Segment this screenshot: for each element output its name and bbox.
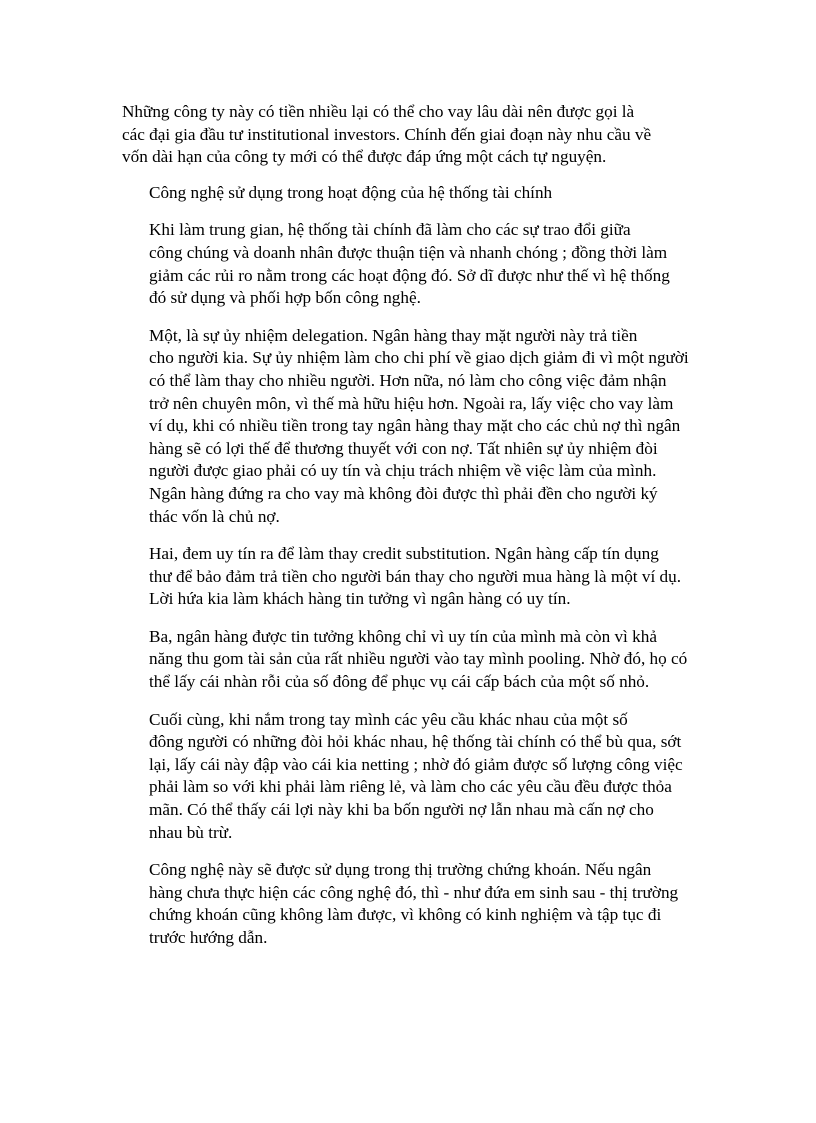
text-line: thư để bảo đảm trả tiền cho người bán thay cho người mua hàng là một ví dụ. (149, 566, 682, 586)
text-line: thác vốn là chủ nợ. (149, 506, 280, 526)
text-line: cho người kia. Sự ủy nhiệm làm cho chi phí về giao dịch giảm đi vì một người (149, 348, 689, 368)
text-line: năng thu gom tài sản của rất nhiều người vào tay mình pooling. Nhờ đó, họ có (149, 649, 688, 669)
text-line: phải làm so với khi phải làm riêng lẻ, và làm cho các yêu cầu đều được thỏa (149, 777, 672, 797)
text-line: hàng sẽ có lợi thế để thương thuyết với con nợ. Tất nhiên sự ủy nhiệm đòi (149, 438, 658, 458)
text-line: đó sử dụng và phối hợp bốn công nghệ. (149, 288, 421, 308)
text-line: đông người có những đòi hỏi khác nhau, hệ thống tài chính có thể bù qua, sớt (149, 732, 682, 752)
text-line: công chúng và doanh nhân được thuận tiện và nhanh chóng ; đồng thời làm (149, 242, 668, 262)
text-line: mãn. Có thể thấy cái lợi này khi ba bốn người nợ lẫn nhau mà cấn nợ cho (149, 800, 654, 820)
text-line: giảm các rủi ro nằm trong các hoạt động đó. Sở dĩ được như thế vì hệ thống (149, 265, 670, 285)
paragraph-stock-market (122, 859, 692, 949)
text-line: trở nên chuyên môn, vì thế mà hữu hiệu hơn. Ngoài ra, lấy việc cho vay làm (149, 393, 674, 413)
text-line: lại, lấy cái này đập vào cái kia netting ; nhờ đó giảm được số lượng công việc (149, 754, 683, 774)
text-line: Ngân hàng đứng ra cho vay mà không đòi được thì phải đền cho người ký (149, 483, 658, 503)
text-line: trước hướng dẫn. (149, 928, 268, 947)
text-line: Ba, ngân hàng được tin tưởng không chỉ vì uy tín của mình mà còn vì khả (149, 626, 657, 646)
paragraph-netting (122, 709, 692, 845)
document-body (122, 101, 692, 950)
text-line: chứng khoán cũng không làm được, vì không có kinh nghiệm và tập tục đi (149, 905, 662, 925)
text-line: Cuối cùng, khi nắm trong tay mình các yêu cầu khác nhau của một số (149, 709, 628, 729)
text-line: ví dụ, khi có nhiều tiền trong tay ngân hàng thay mặt cho các chủ nợ thì ngân (149, 416, 681, 436)
text-line: Công nghệ này sẽ được sử dụng trong thị trường chứng khoán. Nếu ngân (149, 860, 652, 880)
text-line: nhau bù trừ. (149, 822, 233, 842)
text-line: Những công ty này có tiền nhiều lại có thể cho vay lâu dài nên được gọi là (122, 102, 635, 121)
text-line: Hai, đem uy tín ra để làm thay credit substitution. Ngân hàng cấp tín dụng (149, 544, 659, 564)
text-line: người được giao phải có uy tín và chịu trách nhiệm về việc làm của mình. (149, 461, 657, 481)
text-line: có thể làm thay cho nhiều người. Hơn nữa, nó làm cho công việc đảm nhận (149, 370, 667, 390)
text-line: hàng chưa thực hiện các công nghệ đó, thì - như đứa em sinh sau - thị trường (149, 882, 679, 902)
text-line: vốn dài hạn của công ty mới có thể được đáp ứng một cách tự nguyện. (122, 147, 607, 167)
text-line: Khi làm trung gian, hệ thống tài chính đã làm cho các sự trao đổi giữa (149, 220, 631, 240)
text-line: Công nghệ sử dụng trong hoạt động của hệ thống tài chính (149, 182, 553, 202)
section-heading (122, 182, 692, 205)
paragraph-institutional-investors (122, 101, 692, 169)
text-line: thể lấy cái nhàn rỗi của số đông để phục vụ cái cấp bách của một số nhỏ. (149, 672, 650, 692)
paragraph-intermediary (122, 219, 692, 309)
text-line: các đại gia đầu tư institutional investors. Chính đến giai đoạn này nhu cầu về (122, 124, 652, 144)
paragraph-credit-substitution (122, 543, 692, 611)
text-line: Lời hứa kia làm khách hàng tin tưởng vì ngân hàng có uy tín. (149, 589, 571, 609)
paragraph-delegation (122, 325, 692, 528)
paragraph-pooling (122, 626, 692, 694)
text-line: Một, là sự ủy nhiệm delegation. Ngân hàng thay mặt người này trả tiền (149, 325, 638, 345)
